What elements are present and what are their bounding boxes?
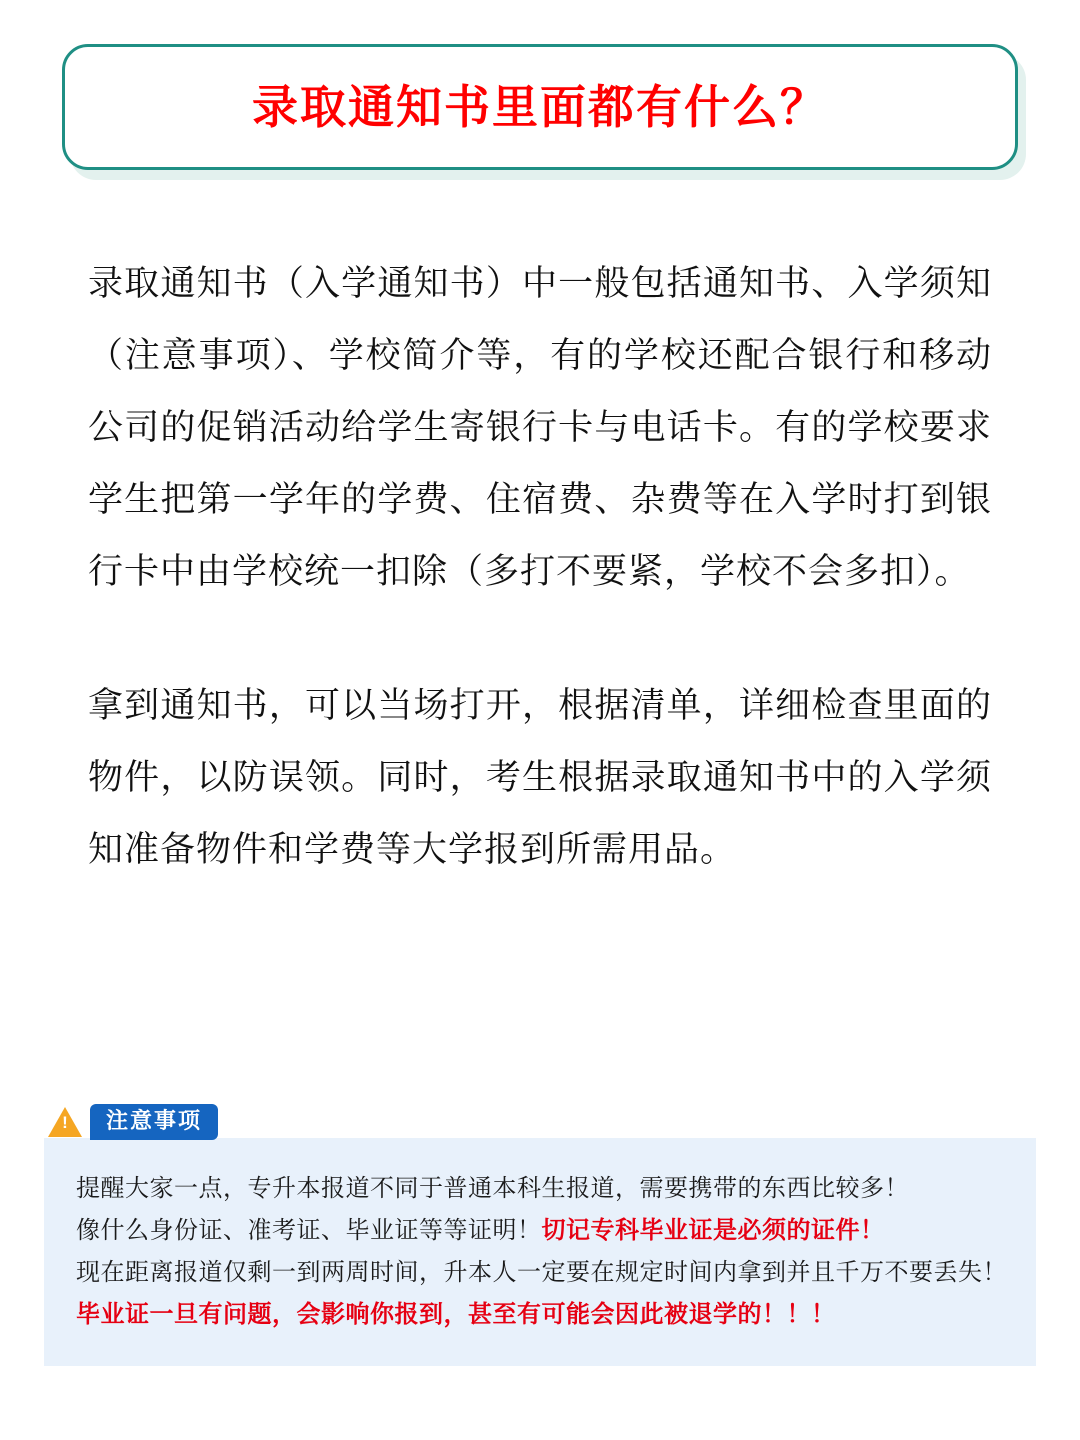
notice-line-1-text: 提醒大家一点，专升本报道不同于普通本科生报道，需要携带的东西比较多！ [76, 1175, 909, 1202]
notice-line-3-text: 现在距离报道仅剩一到两周时间，升本人一定要在规定时间内拿到并且千万不要丢失！ [76, 1259, 1007, 1286]
notice-line-4-text: 毕业证一旦有问题，会影响你报到，甚至有可能会因此被退学的！！！ [76, 1301, 836, 1328]
paragraph-2: 拿到通知书，可以当场打开，根据清单，详细检查里面的物件，以防误领。同时，考生根据录取通知书中的入学须知准备物件和学费等大学报到所需用品。 [88, 686, 992, 869]
notice-line-3 [76, 1252, 1007, 1294]
notice-line-2 [76, 1210, 1004, 1252]
page-title: 录取通知书里面都有什么？ [252, 81, 828, 133]
notice-callout [44, 1100, 1036, 1366]
notice-panel [44, 1138, 1036, 1366]
title-banner-box [62, 44, 1018, 170]
paragraph-1: 录取通知书（入学通知书）中一般包括通知书、入学须知（注意事项）、学校简介等，有的学校还配合银行和移动公司的促销活动给学生寄银行卡与电话卡。有的学校要求学生把第一学年的学费、住宿费、杂费等在入学时打到银行卡中由学校统一扣除（多打不要紧，学校不会多扣）。 [88, 264, 992, 591]
article-body [88, 248, 992, 886]
notice-line-4 [76, 1294, 1004, 1336]
notice-tag-label: 注意事项 [90, 1104, 218, 1140]
notice-header [48, 1100, 1036, 1144]
title-banner [62, 44, 1018, 172]
notice-line-2-emphasis: 切记专科毕业证是必须的证件！ [541, 1217, 885, 1244]
warning-triangle-icon [48, 1107, 82, 1137]
notice-line-2-text: 像什么身份证、准考证、毕业证等等证明！ [76, 1217, 542, 1244]
notice-line-1 [76, 1168, 1004, 1210]
